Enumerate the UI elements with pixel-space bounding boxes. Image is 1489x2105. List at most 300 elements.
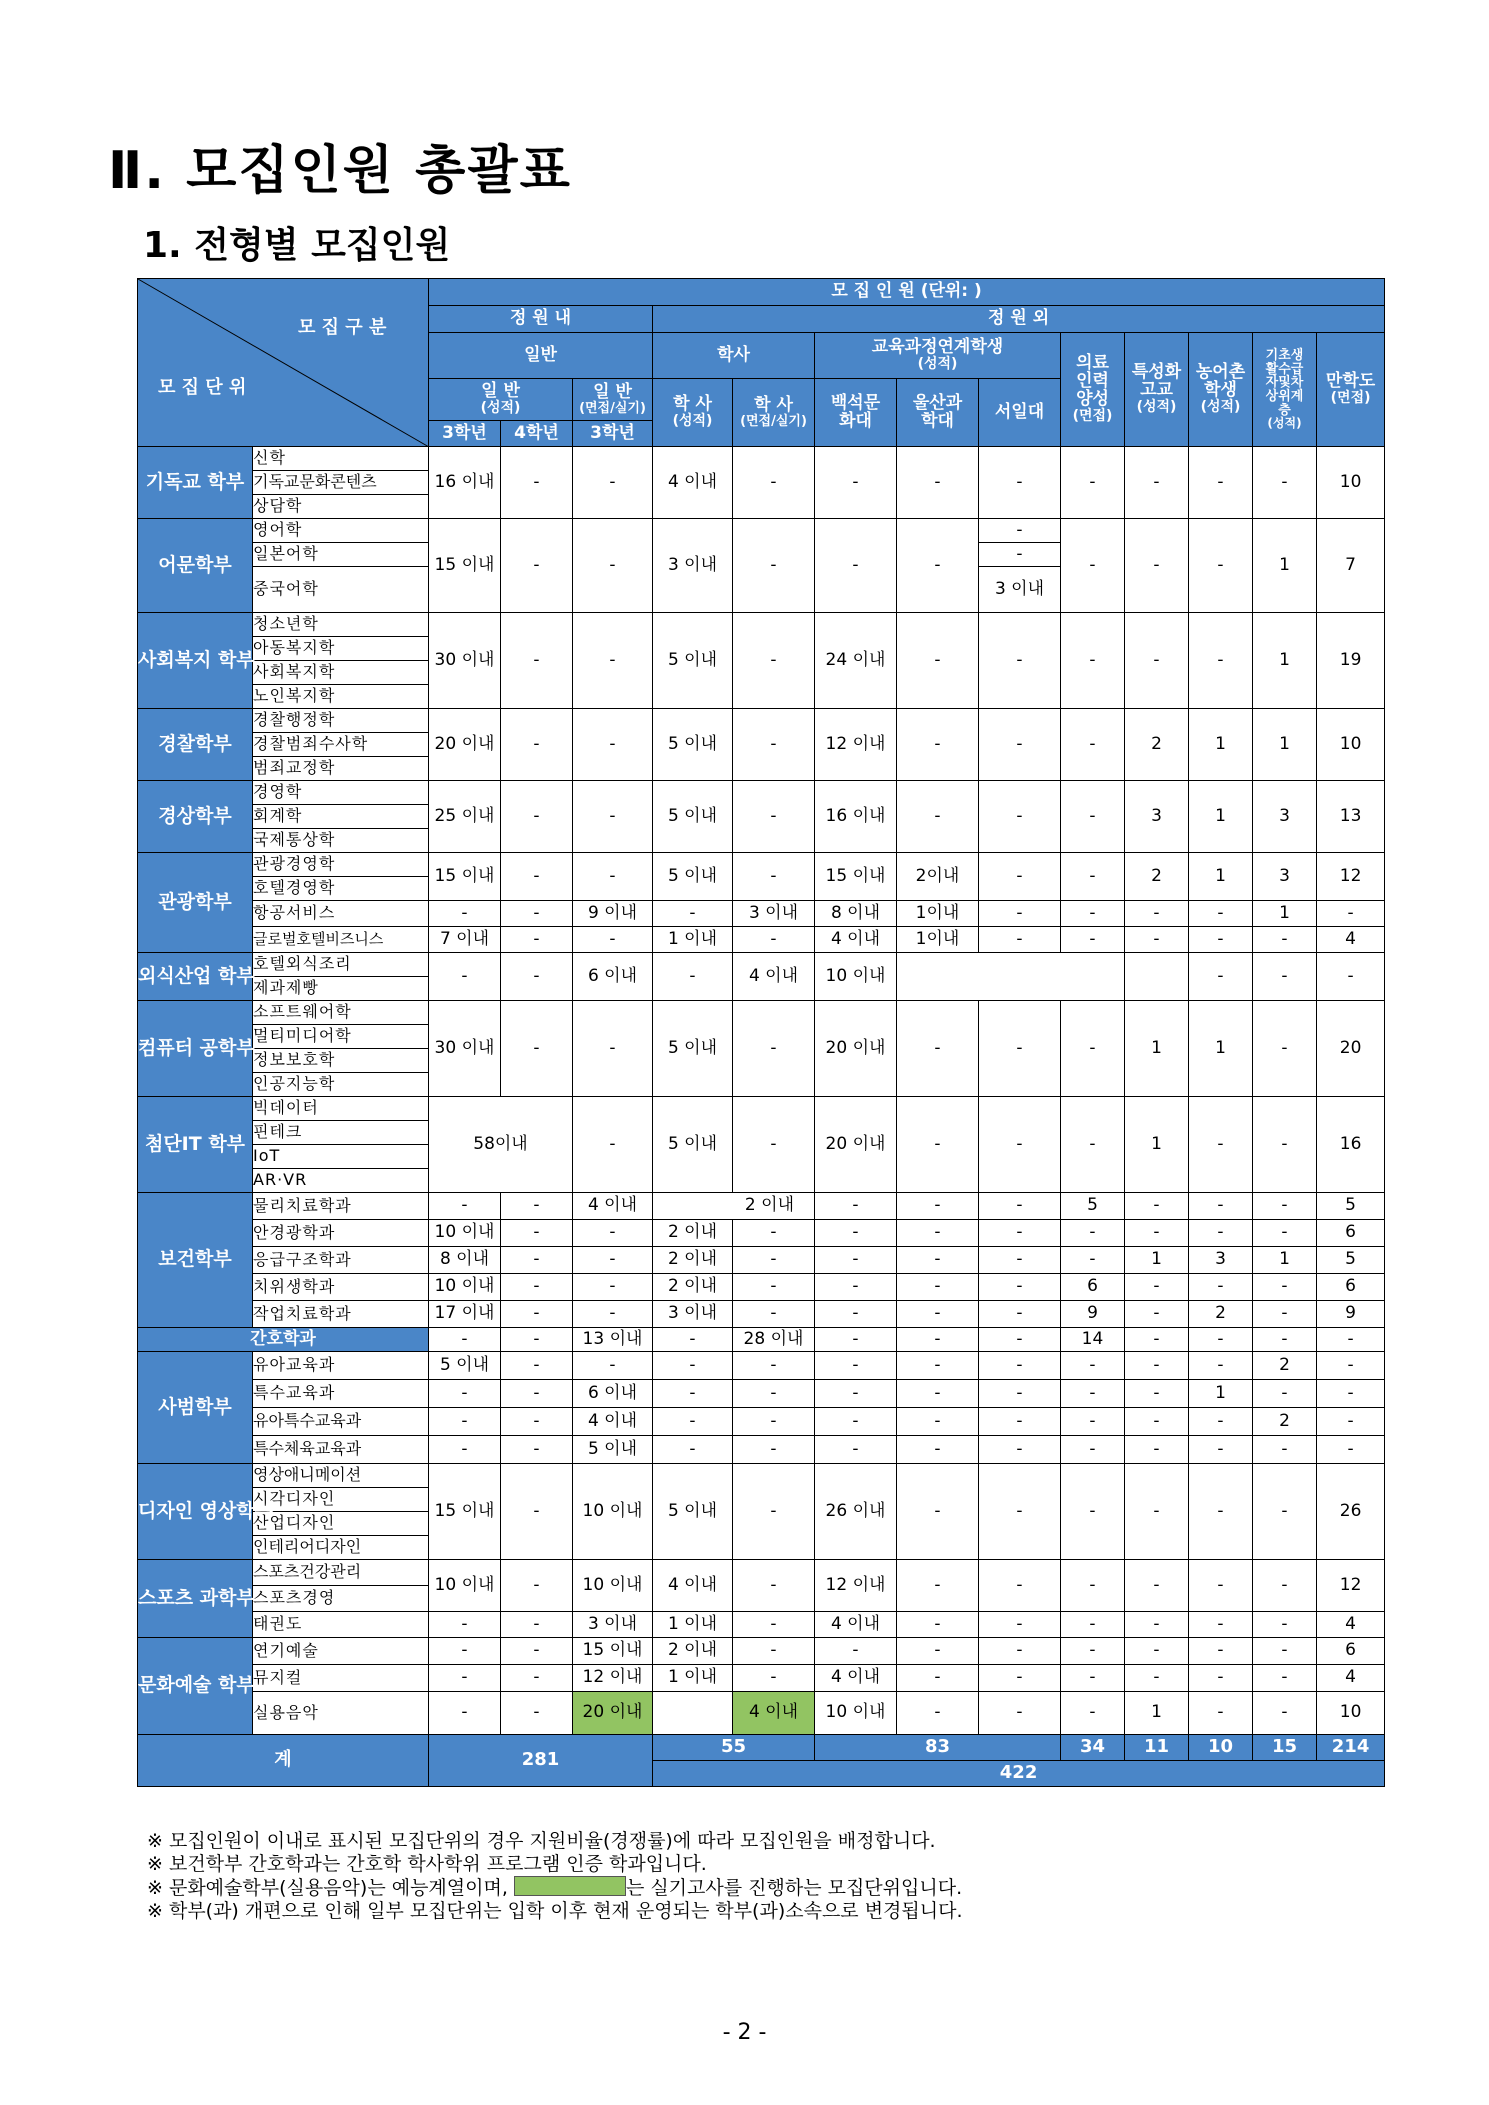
- value-cell: -: [1061, 1097, 1125, 1193]
- recruitment-table: [137, 278, 1385, 1787]
- late-label: 만학도: [1325, 371, 1376, 392]
- value-cell: -: [1125, 1193, 1189, 1220]
- value-cell: -: [573, 1274, 653, 1301]
- value-cell: -: [897, 1274, 979, 1301]
- value-cell: -: [979, 1193, 1061, 1220]
- value-cell: -: [1253, 1220, 1317, 1247]
- value-cell: -: [897, 1247, 979, 1274]
- value-cell: -: [653, 953, 733, 1001]
- basic-label: 기초생활수급자및차상위계층: [1265, 348, 1304, 418]
- value-cell: -: [733, 853, 815, 901]
- value-cell: -: [429, 1692, 501, 1735]
- ulsan-header: [897, 379, 979, 447]
- value-cell: 1: [1253, 613, 1317, 709]
- major-cell: 범죄교정학: [253, 757, 429, 781]
- value-cell: -: [733, 1247, 815, 1274]
- value-cell: 58이내: [429, 1097, 573, 1193]
- major-cell: 신학: [253, 447, 429, 471]
- value-cell: 4 이내: [653, 447, 733, 519]
- value-cell: -: [979, 447, 1061, 519]
- value-cell: -: [815, 447, 897, 519]
- value-cell: -: [979, 1612, 1061, 1638]
- value-cell: 3 이내: [979, 567, 1061, 613]
- value-cell: -: [1189, 1193, 1253, 1220]
- value-cell: 10: [1317, 447, 1385, 519]
- dept-food-service: 외식산업 학부: [138, 953, 253, 1001]
- value-cell: -: [979, 1097, 1061, 1193]
- value-cell: -: [733, 1612, 815, 1638]
- value-cell: -: [1125, 1274, 1189, 1301]
- value-cell: 2: [1253, 1352, 1317, 1380]
- value-cell: -: [501, 709, 573, 781]
- value-cell: 1: [1189, 709, 1253, 781]
- dept-christian: 기독교 학부: [138, 447, 253, 519]
- value-cell: -: [1189, 901, 1253, 927]
- value-cell: -: [815, 1436, 897, 1464]
- value-cell: -: [573, 927, 653, 953]
- value-cell: 8 이내: [429, 1247, 501, 1274]
- corner-diagonal: [138, 279, 429, 447]
- value-cell: -: [573, 447, 653, 519]
- value-cell: -: [979, 1436, 1061, 1464]
- value-cell: -: [653, 901, 733, 927]
- value-cell: 2: [1253, 1408, 1317, 1436]
- total-inside: 281: [429, 1735, 653, 1787]
- value-cell: -: [979, 901, 1061, 927]
- value-cell: 20: [1317, 1001, 1385, 1097]
- value-cell: -: [573, 709, 653, 781]
- value-cell: 3 이내: [653, 519, 733, 613]
- major-cell: 빅데이터: [253, 1097, 429, 1121]
- gen-interview-label: 일 반: [593, 381, 632, 402]
- value-cell: 3: [1125, 781, 1189, 853]
- value-cell: -: [1061, 519, 1125, 613]
- value-cell: 2 이내: [653, 1220, 733, 1247]
- value-cell: 6: [1317, 1220, 1385, 1247]
- major-cell: 호텔경영학: [253, 877, 429, 901]
- value-cell: -: [897, 1408, 979, 1436]
- practical-swatch: [514, 1876, 626, 1896]
- value-cell: -: [501, 1436, 573, 1464]
- special-label: 특성화고교: [1131, 362, 1182, 401]
- value-cell: 2이내: [897, 853, 979, 901]
- value-cell: 10 이내: [429, 1274, 501, 1301]
- value-cell: -: [573, 519, 653, 613]
- value-cell: -: [1253, 953, 1317, 1001]
- value-cell: -: [1061, 1436, 1125, 1464]
- corner-bottom-label: 모 집 단 위: [158, 377, 247, 398]
- gen-interview-y3-header: 3학년: [573, 421, 653, 447]
- value-cell: -: [501, 1638, 573, 1665]
- major-cell: 아동복지학: [253, 637, 429, 661]
- value-cell: -: [1061, 1001, 1125, 1097]
- value-cell: -: [1317, 901, 1385, 927]
- value-cell: 4 이내: [815, 927, 897, 953]
- value-cell: -: [897, 519, 979, 613]
- major-cell: 유아교육과: [253, 1352, 429, 1380]
- major-cell: 국제통상학: [253, 829, 429, 853]
- major-cell: 사회복지학: [253, 661, 429, 685]
- dept-language: 어문학부: [138, 519, 253, 613]
- value-cell: -: [1061, 781, 1125, 853]
- value-cell: -: [1125, 927, 1189, 953]
- value-cell: -: [429, 1638, 501, 1665]
- corner-top-label: 모 집 구 분: [298, 317, 387, 338]
- value-cell: -: [979, 1247, 1061, 1274]
- major-cell: 노인복지학: [253, 685, 429, 709]
- recruit-header: 모 집 인 원 (단위: ): [429, 279, 1385, 306]
- major-cell: 산업디자인: [253, 1512, 429, 1536]
- value-cell: -: [501, 519, 573, 613]
- medical-label: 의료인력양성: [1076, 353, 1109, 410]
- value-cell: -: [1189, 1097, 1253, 1193]
- value-cell: -: [1189, 1328, 1253, 1352]
- practical-cell: 4 이내: [733, 1692, 815, 1735]
- note-item: ※ 보건학부 간호학과는 간호학 학사학위 프로그램 인증 학과입니다.: [147, 1853, 707, 1875]
- bach-interview-header: [733, 379, 815, 447]
- value-cell: -: [1061, 1220, 1125, 1247]
- value-cell: -: [1189, 447, 1253, 519]
- value-cell: -: [1061, 1408, 1125, 1436]
- value-cell: -: [1253, 1301, 1317, 1328]
- value-cell: -: [1189, 1560, 1253, 1612]
- dept-advanced-it: 첨단IT 학부: [138, 1097, 253, 1193]
- value-cell: 5 이내: [429, 1352, 501, 1380]
- special-header: [1125, 333, 1189, 447]
- value-cell: 7 이내: [429, 927, 501, 953]
- value-cell: -: [653, 1380, 733, 1408]
- value-cell: 4: [1317, 927, 1385, 953]
- value-cell: -: [1189, 1274, 1253, 1301]
- value-cell: -: [1189, 1692, 1253, 1735]
- note-item: ※ 모집인원이 이내로 표시된 모집단위의 경우 지원비율(경쟁률)에 따라 모집인원을 배정합니다.: [147, 1830, 936, 1852]
- value-cell: -: [653, 1352, 733, 1380]
- value-cell: -: [897, 1352, 979, 1380]
- value-cell: -: [1061, 853, 1125, 901]
- value-cell: -: [1189, 519, 1253, 613]
- value-cell: -: [815, 1301, 897, 1328]
- total-rural: 10: [1189, 1735, 1253, 1761]
- value-cell: -: [733, 1001, 815, 1097]
- value-cell: -: [897, 1193, 979, 1220]
- value-cell: -: [1253, 1464, 1317, 1560]
- note-item: [147, 1876, 963, 1900]
- value-cell: -: [1125, 1380, 1189, 1408]
- value-cell: -: [501, 1408, 573, 1436]
- value-cell: 26 이내: [815, 1464, 897, 1560]
- value-cell: -: [573, 1247, 653, 1274]
- value-cell: -: [1061, 1612, 1125, 1638]
- value-cell: 10 이내: [815, 953, 897, 1001]
- total-label: 계: [138, 1735, 429, 1787]
- value-cell: 15 이내: [429, 1464, 501, 1560]
- section-heading: 1. 전형별 모집인원: [143, 225, 451, 266]
- value-cell: -: [1253, 447, 1317, 519]
- value-cell: -: [897, 1612, 979, 1638]
- value-cell: -: [979, 1352, 1061, 1380]
- major-cell: 일본어학: [253, 543, 429, 567]
- value-cell: -: [1189, 953, 1253, 1001]
- value-cell: 1: [1253, 709, 1317, 781]
- major-cell: 소프트웨어학: [253, 1001, 429, 1025]
- major-cell: 영상애니메이션: [253, 1464, 429, 1488]
- value-cell: -: [429, 1612, 501, 1638]
- gen-interview-sub: (면접/실기): [579, 400, 646, 416]
- value-cell: -: [979, 543, 1061, 567]
- value-cell: 4 이내: [815, 1665, 897, 1692]
- value-cell: 30 이내: [429, 1001, 501, 1097]
- value-cell: -: [1125, 1638, 1189, 1665]
- major-cell: 호텔외식조리: [253, 953, 429, 977]
- value-cell: -: [815, 1638, 897, 1665]
- value-cell: -: [1253, 1193, 1317, 1220]
- value-cell: -: [429, 1328, 501, 1352]
- page-heading: Ⅱ. 모집인원 총괄표: [108, 141, 572, 201]
- value-cell: -: [501, 1193, 573, 1220]
- value-cell: -: [501, 1301, 573, 1328]
- value-cell: 3: [1253, 853, 1317, 901]
- value-cell: -: [1061, 901, 1125, 927]
- curriculum-header: [815, 333, 1061, 379]
- baekseok-header: [815, 379, 897, 447]
- late-sub: (면접): [1330, 390, 1371, 407]
- value-cell: -: [573, 1001, 653, 1097]
- value-cell: -: [733, 1380, 815, 1408]
- value-cell: -: [979, 1665, 1061, 1692]
- value-cell: 13: [1317, 781, 1385, 853]
- gen-score-header: [429, 379, 573, 421]
- dept-design: 디자인 영상학부: [138, 1464, 253, 1560]
- major-cell: 관광경영학: [253, 853, 429, 877]
- value-cell: 17 이내: [429, 1301, 501, 1328]
- value-cell: -: [1061, 613, 1125, 709]
- value-cell: -: [897, 1097, 979, 1193]
- value-cell: -: [1125, 1220, 1189, 1247]
- total-medical: 34: [1061, 1735, 1125, 1761]
- value-cell: -: [897, 1665, 979, 1692]
- value-cell: 12: [1317, 853, 1385, 901]
- value-cell: -: [979, 1328, 1061, 1352]
- value-cell: -: [429, 953, 501, 1001]
- note-item: ※ 학부(과) 개편으로 인해 일부 모집단위는 입학 이후 현재 운영되는 학부(과)소속으로 변경됩니다.: [147, 1900, 963, 1922]
- value-cell: 2 이내: [653, 1274, 733, 1301]
- total-bachelor: 55: [653, 1735, 815, 1761]
- major-cell: AR·VR: [253, 1169, 429, 1193]
- value-cell: -: [429, 901, 501, 927]
- value-cell: -: [1317, 953, 1385, 1001]
- major-cell: 유아특수교육과: [253, 1408, 429, 1436]
- value-cell: -: [1189, 1220, 1253, 1247]
- value-cell: -: [733, 613, 815, 709]
- value-cell: -: [501, 613, 573, 709]
- value-cell: -: [429, 1436, 501, 1464]
- value-cell: -: [1061, 447, 1125, 519]
- value-cell: 3: [1253, 781, 1317, 853]
- value-cell: -: [979, 519, 1061, 543]
- value-cell: -: [897, 1436, 979, 1464]
- seoil-header: 서일대: [979, 379, 1061, 447]
- value-cell: 10: [1317, 1692, 1385, 1735]
- value-cell: 5: [1317, 1247, 1385, 1274]
- value-cell: -: [733, 1464, 815, 1560]
- value-cell: 28 이내: [733, 1328, 815, 1352]
- value-cell: -: [1253, 1274, 1317, 1301]
- value-cell: -: [1125, 1301, 1189, 1328]
- value-cell: 10 이내: [573, 1560, 653, 1612]
- major-cell: 실용음악: [253, 1692, 429, 1735]
- value-cell: -: [897, 781, 979, 853]
- value-cell: -: [1317, 1408, 1385, 1436]
- value-cell: -: [1125, 519, 1189, 613]
- value-cell: 2: [1189, 1301, 1253, 1328]
- value-cell: 25 이내: [429, 781, 501, 853]
- value-cell: -: [979, 1464, 1061, 1560]
- inside-quota-header: 정 원 내: [429, 306, 653, 333]
- value-cell: -: [501, 1692, 573, 1735]
- value-cell: -: [501, 1612, 573, 1638]
- total-outside: 422: [653, 1761, 1385, 1787]
- value-cell: -: [897, 709, 979, 781]
- value-cell: -: [1253, 1380, 1317, 1408]
- value-cell: [653, 1692, 733, 1735]
- late-header: [1317, 333, 1385, 447]
- value-cell: -: [429, 1408, 501, 1436]
- outside-quota-header: 정 원 외: [653, 306, 1385, 333]
- value-cell: -: [573, 613, 653, 709]
- value-cell: -: [1125, 1328, 1189, 1352]
- value-cell: -: [733, 927, 815, 953]
- value-cell: -: [1253, 1328, 1317, 1352]
- note-text: ※ 문화예술학부(실용음악)는 예능계열이며,: [147, 1877, 508, 1899]
- value-cell: 1: [1189, 1380, 1253, 1408]
- note-text: 는 실기고사를 진행하는 모집단위입니다.: [625, 1877, 963, 1899]
- dept-education: 사범학부: [138, 1352, 253, 1464]
- rural-label: 농어촌학생: [1195, 362, 1246, 401]
- value-cell: -: [897, 1692, 979, 1735]
- value-cell: -: [1125, 1612, 1189, 1638]
- value-cell: 5: [1061, 1193, 1125, 1220]
- value-cell: -: [733, 1352, 815, 1380]
- ulsan-label: 울산과학대: [912, 392, 963, 431]
- value-cell: -: [979, 1638, 1061, 1665]
- value-cell: -: [1061, 1464, 1125, 1560]
- value-cell: 9 이내: [573, 901, 653, 927]
- value-cell: 15 이내: [429, 853, 501, 901]
- value-cell: 26: [1317, 1464, 1385, 1560]
- major-cell: 중국어학: [253, 567, 429, 613]
- value-cell: -: [1125, 901, 1189, 927]
- value-cell: 5 이내: [653, 1097, 733, 1193]
- value-cell: -: [653, 1408, 733, 1436]
- major-cell: 항공서비스: [253, 901, 429, 927]
- practical-cell: 20 이내: [573, 1692, 653, 1735]
- value-cell: 9: [1317, 1301, 1385, 1328]
- dept-computer: 컴퓨터 공학부: [138, 1001, 253, 1097]
- value-cell: 6: [1317, 1638, 1385, 1665]
- value-cell: -: [979, 1408, 1061, 1436]
- value-cell: 4 이내: [815, 1612, 897, 1638]
- value-cell: -: [1189, 1352, 1253, 1380]
- value-cell: -: [653, 1328, 733, 1352]
- total-curriculum: 83: [815, 1735, 1061, 1761]
- value-cell: 1 이내: [653, 1612, 733, 1638]
- general-header: 일반: [429, 333, 653, 379]
- major-cell: 물리치료학과: [253, 1193, 429, 1220]
- value-cell: -: [653, 1436, 733, 1464]
- value-cell: 6 이내: [573, 1380, 653, 1408]
- value-cell: -: [979, 613, 1061, 709]
- value-cell: -: [501, 1274, 573, 1301]
- value-cell: -: [1253, 1612, 1317, 1638]
- value-cell: 1: [1253, 519, 1317, 613]
- major-cell: 스포츠경영: [253, 1586, 429, 1612]
- bachelor-header: 학사: [653, 333, 815, 379]
- value-cell: -: [733, 1638, 815, 1665]
- value-cell: -: [573, 1097, 653, 1193]
- bach-score-header: [653, 379, 733, 447]
- value-cell: 15 이내: [573, 1638, 653, 1665]
- value-cell: -: [1253, 1638, 1317, 1665]
- value-cell: -: [897, 1220, 979, 1247]
- bach-interview-sub: (면접/실기): [740, 413, 807, 429]
- value-cell: -: [979, 781, 1061, 853]
- value-cell: -: [733, 709, 815, 781]
- value-cell: 15 이내: [815, 853, 897, 901]
- value-cell: -: [1253, 1560, 1317, 1612]
- value-cell: -: [1061, 1560, 1125, 1612]
- value-cell: -: [1189, 1408, 1253, 1436]
- value-cell: -: [897, 1328, 979, 1352]
- major-cell: 핀테크: [253, 1121, 429, 1145]
- value-cell: 16 이내: [815, 781, 897, 853]
- major-cell: 글로벌호텔비즈니스: [253, 927, 429, 953]
- major-cell: 작업치료학과: [253, 1301, 429, 1328]
- value-cell: -: [1253, 1692, 1317, 1735]
- value-cell: -: [1253, 1665, 1317, 1692]
- major-cell: 응급구조학과: [253, 1247, 429, 1274]
- value-cell: -: [573, 1301, 653, 1328]
- gen-interview-header: [573, 379, 653, 421]
- value-cell: 16: [1317, 1097, 1385, 1193]
- bach-interview-label: 학 사: [754, 394, 793, 415]
- value-cell: -: [733, 781, 815, 853]
- value-cell: -: [1061, 709, 1125, 781]
- value-cell: 6: [1317, 1274, 1385, 1301]
- value-cell: -: [1189, 1638, 1253, 1665]
- major-cell: 멀티미디어학: [253, 1025, 429, 1049]
- value-cell: 4: [1317, 1665, 1385, 1692]
- value-cell: -: [733, 1220, 815, 1247]
- value-cell: -: [501, 901, 573, 927]
- major-cell: 경영학: [253, 781, 429, 805]
- value-cell: -: [1125, 1665, 1189, 1692]
- value-cell: -: [1189, 1464, 1253, 1560]
- basic-sub: (성적): [1267, 416, 1302, 431]
- value-cell: -: [1125, 1436, 1189, 1464]
- value-cell: 1: [1189, 1001, 1253, 1097]
- value-cell: 24 이내: [815, 613, 897, 709]
- value-cell: -: [1061, 1247, 1125, 1274]
- major-cell: 연기예술: [253, 1638, 429, 1665]
- corner-cell: [138, 279, 429, 447]
- value-cell: 1: [1189, 853, 1253, 901]
- major-cell: 영어학: [253, 519, 429, 543]
- dept-police: 경찰학부: [138, 709, 253, 781]
- gen-y3-header: 3학년: [429, 421, 501, 447]
- value-cell: 13 이내: [573, 1328, 653, 1352]
- value-cell: 4: [1317, 1612, 1385, 1638]
- value-cell: -: [1061, 1352, 1125, 1380]
